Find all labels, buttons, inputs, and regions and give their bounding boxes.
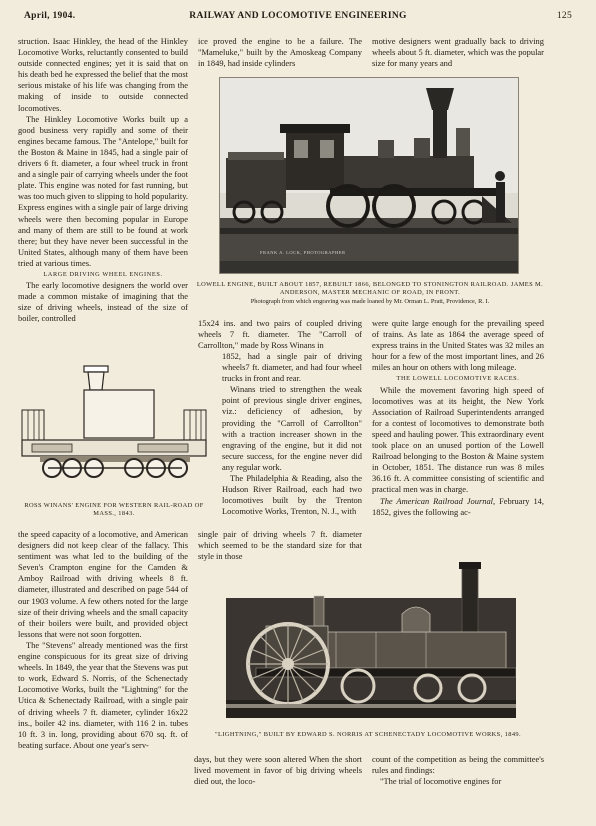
- column-3-bottom: [372, 754, 544, 787]
- paragraph: The "Stevens" already mentioned was the first engine conspicuous for its great size of driving wheels. In 1849, the year that the Stevens was put to work, Edward S. Norris, of the Schenectady Locomotive Works, built the "Lightning" for the Utica & Schenectady Railroad, with a single pair of driving wheels 7 ft. diameter, cylinder 16x22 ins., boiler 42 ins. diameter, with 116 2 in. tubes 10 ft. 3 in. long, providing about 670 sq. ft. of beating surface. About one year's serv-: [18, 639, 188, 750]
- column-3-top: [372, 36, 544, 69]
- paragraph: The Philadelphia & Reading, also the Hudson River Railroad, each had two locomotives built by the Trenton Locomotive Works, Trenton, N. J., with: [222, 473, 362, 517]
- paragraph: While the movement favoring high speed of locomotives was at its height, the New York Association of Railroad Superintendents arranged for a contest of locomotives to demonstrate both speed and hauling power. This extraordinary event took place on an unused portion of the Lowell Railroad belonging to the Boston & Maine system in October, 1851. The distance run was 8 miles 36.16 ft. A committee consisting of scientific and practical men was in charge.: [372, 384, 544, 495]
- figure-credit: Photograph from which engraving was made loaned by Mr. Orman L. Pratt, Providence, R. I.: [250, 298, 490, 305]
- paragraph: Winans tried to strengthen the weak point of previous single driver engines, viz.: deficiency of adhesion, by providing the "Carroll of Carrollton" with a traction increaser shown in the engraving of the engine, but it did not secure success, for the engine never did any regular work.: [222, 384, 362, 472]
- column-3-middle: [372, 318, 544, 518]
- header-title: RAILWAY AND LOCOMOTIVE ENGINEERING: [189, 11, 407, 21]
- subheading: THE LOWELL LOCOMOTIVE RACES.: [396, 375, 520, 383]
- paragraph: 1852, had a single pair of driving wheels7 ft. diameter, and had four wheel trucks in front and rear.: [222, 351, 362, 384]
- column-2-middle: [198, 318, 362, 351]
- column-1-top: [18, 36, 188, 324]
- engine-line-drawing: [18, 360, 210, 490]
- column-1-bottom: [18, 529, 188, 751]
- subheading: LARGE DRIVING WHEEL ENGINES.: [43, 270, 163, 278]
- figure-caption: "LIGHTNING," BUILT BY EDWARD S. NORRIS AT SCHENECTADY LOCOMOTIVE WORKS, 1849.: [214, 731, 522, 738]
- paragraph: The Hinkley Locomotive Works built up a good business very rapidly and some of their engines became famous. The "Antelope," built for the Boston & Maine in 1845, had a single pair of drivers 6 ft. diameter, a four wheel truck in front and a single pair of carrying wheels under the foot plate. This engine was noted for fast running, but was too much given to slipping to hold popularity. Express engines with a single pair of large driving wheels were then becoming popular in Europe and many of them are still to be found at work there; but they have never been successful in the United States, although many of them have been tried at various times.: [18, 113, 188, 268]
- paragraph: the speed capacity of a locomotive, and American designers did not keep clear of the fallacy. This sentiment was what led to the building of the Seven's Crampton engine for the Camden & Amboy Railroad with driving wheels 8 ft. diameter, illustrated and described on page 544 of our 1903 volume. A few others noted for the large size of their driving wheels and the small capacity of their boilers were built, and provided object lessons that were not soon forgotten.: [18, 529, 188, 639]
- running-header: [24, 11, 572, 25]
- paragraph: [372, 496, 544, 518]
- paragraph: count of the competition as being the committee's rules and findings:: [372, 754, 544, 776]
- column-2-narrow: [222, 351, 362, 517]
- lowell-engine-photo: [219, 77, 519, 274]
- lightning-engine-engraving: [226, 562, 516, 720]
- plate-credit: FRANK A. LOCK, PHOTOGRAPHER: [260, 250, 346, 255]
- paragraph: "The trial of locomotive engines for: [380, 776, 502, 787]
- journal-title: The American Railroad Journal,: [380, 495, 496, 506]
- paragraph: ice proved the engine to be a failure. The "Mameluke," built by the Amoskeag Company in 1849, had inside cylinders: [198, 36, 362, 69]
- paragraph: 15x24 ins. and two pairs of coupled driving wheels 7 ft. diameter. The "Carroll of Carrollton," made by Ross Winans in: [198, 318, 362, 351]
- journal-rest: February 14, 1852, gives the following ac-: [372, 495, 544, 517]
- column-2-tail: [198, 529, 362, 562]
- header-date: April, 1904.: [24, 11, 76, 21]
- paragraph: motive designers went gradually back to driving wheels about 5 ft. diameter, which was the popular size for many years and: [372, 36, 544, 69]
- figure-caption: ROSS WINANS' ENGINE FOR WESTERN RAIL-ROAD OF MASS., 1843.: [24, 502, 204, 518]
- paragraph: struction. Isaac Hinkley, the head of the Hinkley Locomotive Works, reluctantly consented to build outside connected engines; yet it is said that on his death bed he expressed the belief that the most serious mistake of his life was changing from the making of inside to outside connected locomotives.: [18, 36, 188, 113]
- locomotive-illustration: [220, 78, 518, 273]
- figure-caption: LOWELL ENGINE, BUILT ABOUT 1857, REBUILT 1866, BELONGED TO STONINGTON RAILROAD. JAMES M. ANDERSON, MASTER MECHANIC OF ROAD, IN FRONT.: [196, 281, 544, 297]
- page-number: 125: [556, 11, 572, 21]
- paragraph: single pair of driving wheels 7 ft. diameter which seemed to be the standard size for that style in those: [198, 529, 362, 562]
- engraving: [226, 562, 516, 720]
- ross-winans-engine-drawing: [18, 360, 210, 490]
- paragraph: days, but they were soon altered When the short lived movement in favor of big driving wheels died out, the loco-: [194, 754, 362, 787]
- column-2-top: [198, 36, 362, 69]
- paragraph: The early locomotive designers the world over made a common mistake of imagining that the size of driving wheels, instead of the size of boiler, controlled: [18, 280, 188, 324]
- column-2-bottom: [194, 754, 362, 787]
- paragraph: were quite large enough for the prevailing speed of trains. As late as 1864 the average speed of express trains in the United States was 32 miles an hour for a few of the most important lines, and 26 miles an hour on others with long mileage.: [372, 318, 544, 373]
